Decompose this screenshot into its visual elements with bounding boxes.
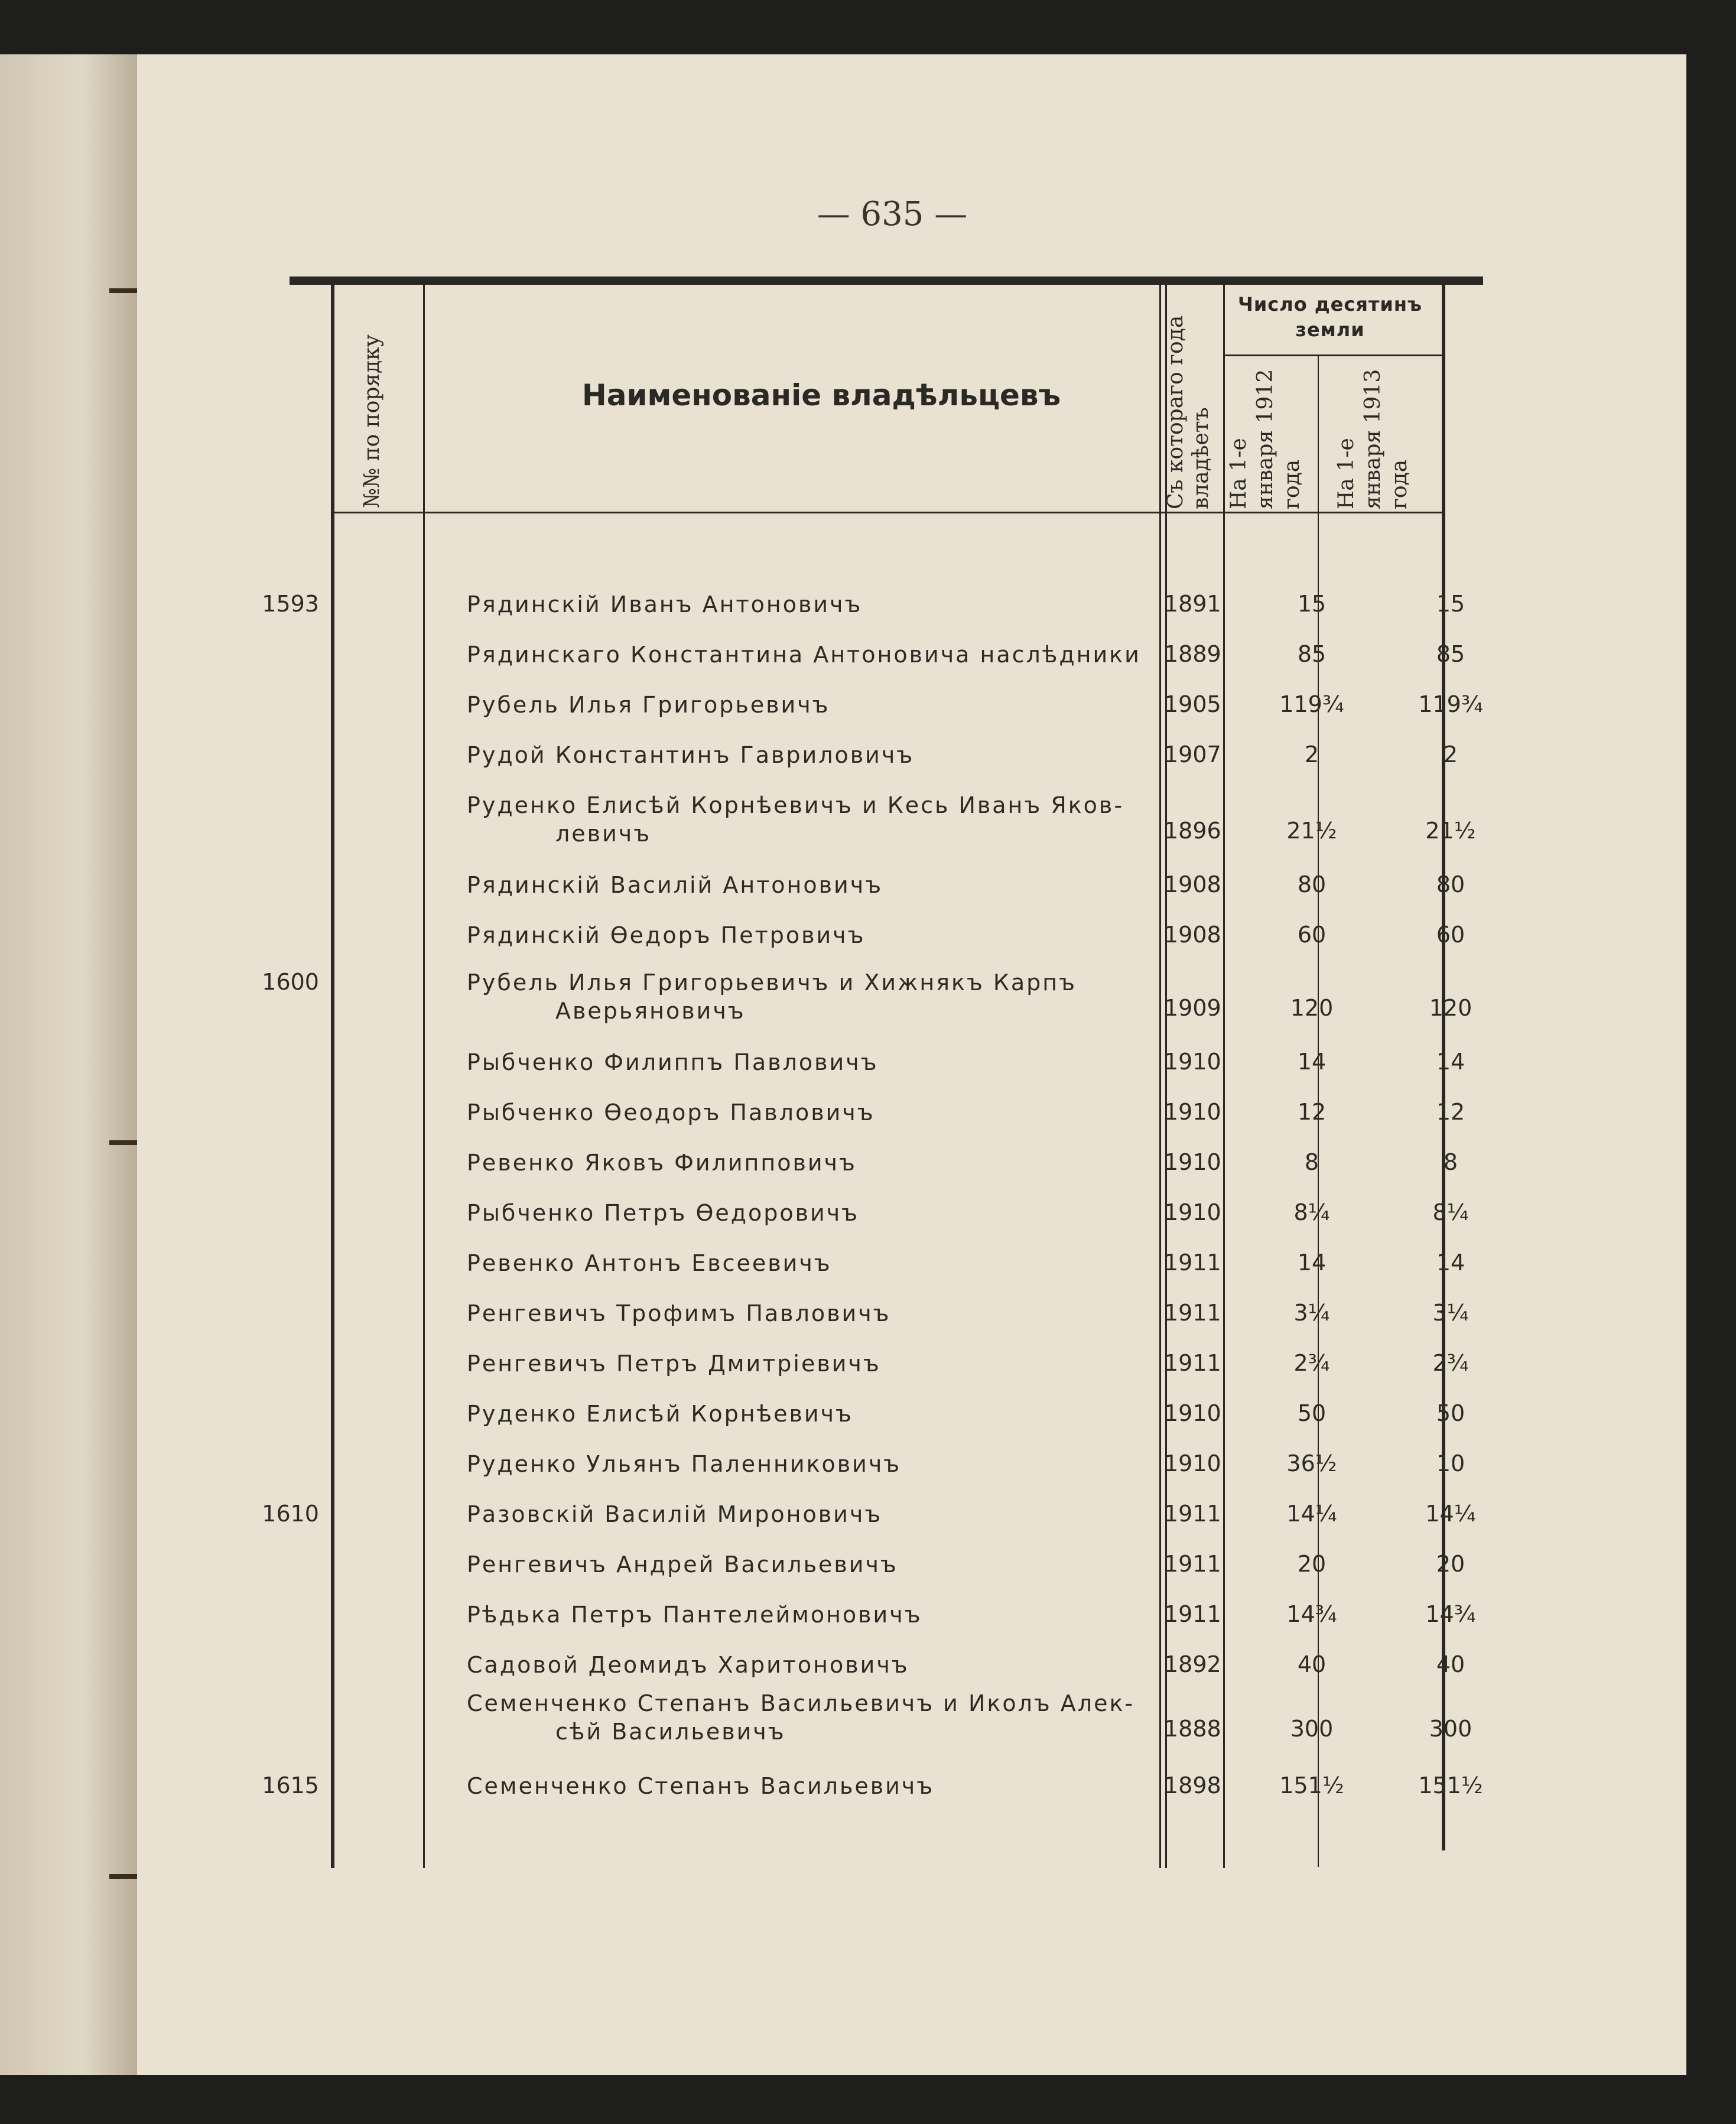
since-year: 1905 [1164,691,1221,717]
top-double-rule [290,277,1483,285]
owner-name-line: Рядинскій Василій Антоновичъ [467,872,883,898]
since-year: 1898 [1164,1772,1221,1798]
owner-name-line: Рѣдька Петръ Пантелеймоновичъ [467,1602,922,1628]
area-1912: 15 [1297,591,1327,617]
table-left-border [331,285,334,1868]
row-number: 1600 [262,969,319,995]
header-land-group: Число десятинъ земли [1238,293,1422,341]
area-1913: 151½ [1418,1772,1483,1798]
owner-name-line: Руденко Ульянъ Паленниковичъ [467,1451,902,1477]
since-year: 1911 [1164,1250,1221,1276]
area-1912: 3¼ [1293,1300,1330,1326]
area-1913: 3¼ [1432,1300,1469,1326]
owner-name-line: Рядинскій Иванъ Антоновичъ [467,591,863,617]
since-year: 1896 [1164,818,1221,844]
owner-name-line: Ренгевичъ Петръ Дмитріевичъ [467,1351,881,1377]
owner-name-line: Ревенко Антонъ Евсеевичъ [467,1250,832,1276]
area-1913: 85 [1436,641,1465,667]
area-1912: 14¼ [1286,1501,1337,1527]
area-1912: 21½ [1286,818,1337,844]
area-1913: 14¾ [1425,1601,1476,1627]
since-year: 1910 [1164,1149,1221,1175]
since-year: 1910 [1164,1199,1221,1225]
owner-name-line: Рудой Константинъ Гавриловичъ [467,742,915,768]
since-year: 1909 [1164,995,1221,1021]
area-1913: 2¾ [1432,1350,1469,1376]
since-year: 1910 [1164,1049,1221,1075]
land-group-rule [1224,354,1442,356]
owner-name-line: Аверьяновичъ [555,997,746,1024]
owner-name-line: Руденко Елисѣй Корнѣевичъ [467,1401,853,1427]
since-year: 1911 [1164,1501,1221,1527]
since-year: 1892 [1164,1651,1221,1677]
area-1912: 80 [1297,871,1327,897]
area-1913: 8¼ [1432,1199,1469,1225]
owner-name-line: Рядинскаго Константина Антоновича наслѣдники [467,642,1141,668]
since-year: 1908 [1164,922,1221,948]
owner-name-line: Ренгевичъ Андрей Васильевичъ [467,1551,898,1577]
area-1912: 85 [1297,641,1327,667]
since-year: 1889 [1164,641,1221,667]
area-1912: 12 [1297,1099,1327,1125]
area-1912: 50 [1297,1400,1327,1426]
area-1912: 120 [1290,995,1334,1021]
header-1912: На 1-е января 1912 года [1227,369,1304,509]
area-1913: 12 [1436,1099,1465,1125]
owner-name-line: сѣй Васильевичъ [555,1718,786,1745]
area-1913: 120 [1429,995,1472,1021]
book-spine [0,54,137,2075]
since-year: 1888 [1164,1716,1221,1742]
area-1912: 14 [1297,1250,1327,1276]
owner-name-line: Ревенко Яковъ Филипповичъ [467,1150,857,1176]
since-year: 1911 [1164,1601,1221,1627]
since-year: 1911 [1164,1300,1221,1326]
area-1913: 119¾ [1418,691,1483,717]
owner-name-line: Разовскій Василій Мироновичъ [467,1501,883,1527]
area-1912: 8 [1304,1149,1319,1175]
area-1913: 14 [1436,1250,1465,1276]
area-1913: 10 [1436,1450,1465,1476]
area-1913: 80 [1436,871,1465,897]
area-1913: 14 [1436,1049,1465,1075]
owner-name-line: Рубель Илья Григорьевичъ [467,692,830,718]
header-1913: На 1-е января 1913 года [1334,369,1412,509]
area-1913: 60 [1436,922,1465,948]
area-1912: 36½ [1286,1450,1337,1476]
area-1913: 300 [1429,1716,1472,1742]
area-1913: 2 [1443,741,1458,767]
area-1912: 40 [1297,1651,1327,1677]
area-1912: 119¾ [1279,691,1344,717]
row-number: 1610 [262,1501,319,1527]
area-1913: 50 [1436,1400,1465,1426]
area-1913: 8 [1443,1149,1458,1175]
owner-name-line: Рубель Илья Григорьевичъ и Хижнякъ Карпъ [467,970,1077,996]
area-1912: 14 [1297,1049,1327,1075]
since-year: 1910 [1164,1450,1221,1476]
area-1912: 8¼ [1293,1199,1330,1225]
area-1912: 14¾ [1286,1601,1337,1627]
owner-name-line: Семенченко Степанъ Васильевичъ и Иколъ Алек- [467,1690,1135,1716]
owner-name-line: Ренгевичъ Трофимъ Павловичъ [467,1300,891,1326]
since-year: 1908 [1164,871,1221,897]
since-year: 1910 [1164,1099,1221,1125]
owner-name-line: Рыбченко Филиппъ Павловичъ [467,1049,879,1075]
area-1912: 2 [1304,741,1319,767]
header-number: №№ по порядку [360,334,384,508]
row-number: 1615 [262,1772,319,1798]
since-year: 1911 [1164,1350,1221,1376]
owner-name-line: Семенченко Степанъ Васильевичъ [467,1773,935,1799]
owner-name-line: Рыбченко Петръ Өедоровичъ [467,1200,860,1226]
since-year: 1911 [1164,1551,1221,1577]
owner-name-line: Руденко Елисѣй Корнѣевичъ и Кесь Иванъ Яков- [467,792,1124,818]
area-1912: 2¾ [1293,1350,1330,1376]
row-number: 1593 [262,591,319,617]
area-1913: 15 [1436,591,1465,617]
number-column-rule [423,285,425,1868]
page-number: — 635 — [817,195,968,233]
since-year: 1891 [1164,591,1221,617]
area-1913: 20 [1436,1551,1465,1577]
area-1912: 151½ [1279,1772,1344,1798]
owner-name-line: левичъ [555,820,652,847]
area-1912: 300 [1290,1716,1334,1742]
owner-name-line: Рядинскій Өедоръ Петровичъ [467,922,866,948]
area-1913: 14¼ [1425,1501,1476,1527]
since-year: 1907 [1164,741,1221,767]
area-1912: 20 [1297,1551,1327,1577]
header-owners: Наименованіе владѣльцевъ [581,378,1061,412]
since-year: 1910 [1164,1400,1221,1426]
header-bottom-rule [331,512,1442,513]
header-since: Съ котораго года владѣетъ [1163,315,1214,509]
owner-name-line: Садовой Деомидъ Харитоновичъ [467,1652,909,1678]
area-1913: 21½ [1425,818,1476,844]
owner-name-line: Рыбченко Өеодоръ Павловичъ [467,1100,875,1126]
area-1912: 60 [1297,922,1327,948]
area-1913: 40 [1436,1651,1465,1677]
